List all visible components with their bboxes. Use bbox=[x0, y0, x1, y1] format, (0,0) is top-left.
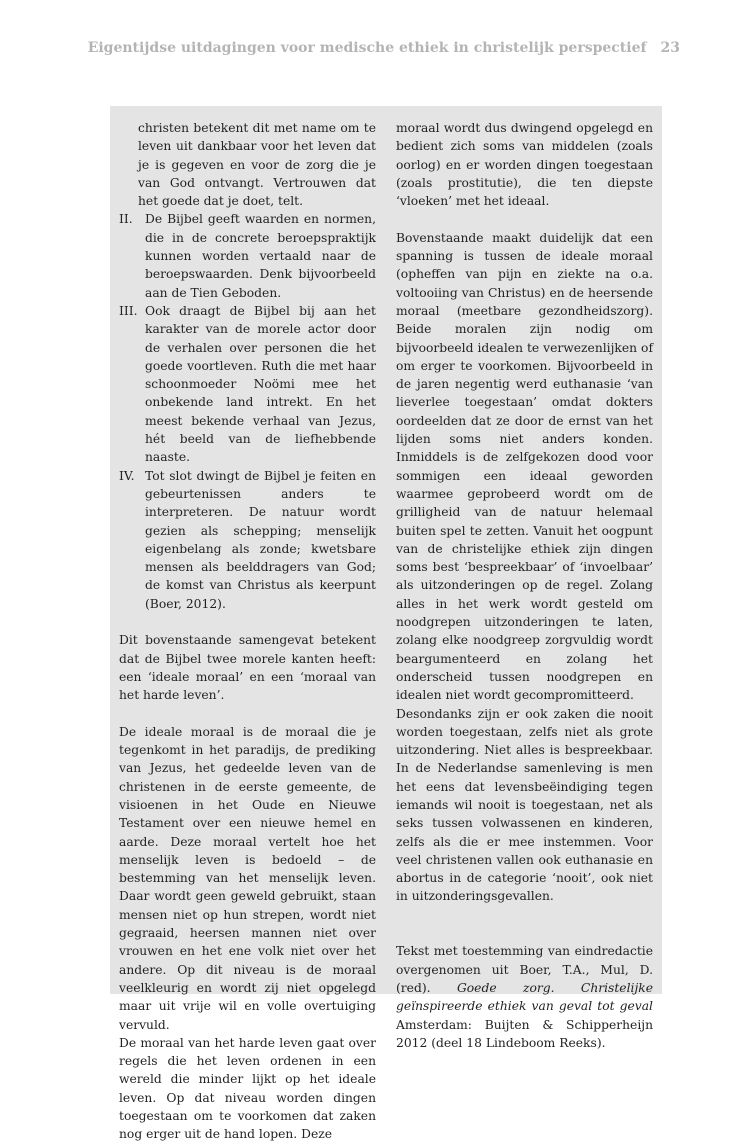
header-title: Eigentijdse uitdagingen voor medische ethiek in christelijk perspectief bbox=[87, 40, 647, 56]
list-number: III. bbox=[119, 303, 138, 318]
list-text: Tot slot dwingt de Bijbel je feiten en gebeurtenissen anders te interpreteren. De natuur wordt gezien als schepping; menselijk eigenbelang als zonde; kwetsbare mensen als beelddragers van God; de komst van Christus als keerpunt (Boer, 2012). bbox=[145, 468, 376, 611]
list-item bbox=[119, 467, 376, 613]
continuation-paragraph: moraal wordt dus dwingend opgelegd en bedient zich soms van middelen (zoals oorlog) en er worden dingen toegestaan (zoals prostitutie), die ten diepste ‘vloeken’ met het ideaal. bbox=[396, 121, 653, 209]
source-credit bbox=[396, 942, 653, 1052]
hard-life-paragraph: De moraal van het harde leven gaat over regels die het leven ordenen in een wereld die minder lijkt op het ideale leven. Op dat niveau worden dingen toegestaan om te voorkomen dat zaken nog erger uit de hand lopen. Deze bbox=[119, 1035, 376, 1142]
list-number: IV. bbox=[119, 468, 135, 483]
right-column bbox=[396, 119, 653, 1052]
list-text: Ook draagt de Bijbel bij aan het karakter van de morele actor door de verhalen over personen die het goede voortleven. Ruth die met haar schoonmoeder Noömi mee het onbekende land intrekt. En het meest bekende verhaal van Jezus, hét beeld van de liefhebbende naaste. bbox=[145, 303, 376, 465]
credit-book-title: Goede zorg. Christelijke geïnspireerde ethiek van geval tot geval bbox=[396, 980, 653, 1014]
list-item bbox=[119, 302, 376, 467]
page-number: 23 bbox=[660, 40, 680, 56]
list-text: De Bijbel geeft waarden en normen, die in de concrete beroepspraktijk kunnen worden vertaald naar de beroepswaarden. Denk bijvoorbeeld aan de Tien Geboden. bbox=[145, 212, 376, 300]
never-allowed-paragraph: Desondanks zijn er ook zaken die nooit worden toegestaan, zelfs niet als grote uitzondering. Niet alles is bespreekbaar. In de Nederlandse samenleving is men het eens dat levensbeëindiging tegen iemands wil nooit is toegestaan, net als seks tussen volwassenen en kinderen, zelfs als die er mee instemmen. Voor veel christenen vallen ook euthanasie en abortus in de categorie ‘nooit’, ook niet in uitzonderingsgevallen. bbox=[396, 706, 653, 904]
tension-paragraph: Bovenstaande maakt duidelijk dat een spanning is tussen de ideale moraal (opheffen van pijn en ziekte na o.a. voltooiing van Christus) en de heersende moraal (meetbare gezondheidszorg). Beide moralen zijn nodig om bijvoorbeeld idealen te verwezenlijken of om erger te voorkomen. Bijvoorbeeld in de jaren negentig werd euthanasie ‘van lieverlee toegestaan’ omdat dokters oordeelden dat ze door de ernst van het lijden soms niet anders konden. Inmiddels is de zelfgekozen dood voor sommigen een ideaal geworden waarmee geprobeerd wordt om de grilligheid van de natuur helemaal buiten spel te zetten. Vanuit het oogpunt van de christelijke ethiek zijn dingen soms best ‘bespreekbaar’ of ‘invoelbaar’ als uitzonderingen op de regel. Zolang alles in het werk wordt gesteld om noodgrepen uitzonderingen te laten, zolang elke noodgreep zorgvuldig wordt beargumenteerd en zolang het onderscheid tussen noodgrepen en idealen niet wordt gecompromitteerd. bbox=[396, 230, 653, 703]
ideal-morality-paragraph: De ideale moraal is de moraal die je tegenkomt in het paradijs, de prediking van Jezus, het gedeelde leven van de christenen in de eerste gemeente, de visioenen in het Oude en Nieuwe Testament over een nieuwe hemel en aarde. Deze moraal vertelt hoe het menselijk leven is bedoeld – de bestemming van het menselijk leven. Daar wordt geen geweld gebruikt, staan mensen niet op hun strepen, wordt niet gegraaid, heersen mannen niet over vrouwen en het ene volk niet over het andere. Op dit niveau is de moraal veelkleurig en wordt zij niet opgelegd maar uit vrije wil en volle overtuiging vervuld. bbox=[119, 724, 376, 1032]
list-item bbox=[119, 210, 376, 301]
credit-publisher: Amsterdam: Buijten & Schipperheijn 2012 (deel 18 Lindeboom Reeks). bbox=[396, 1017, 653, 1050]
text-box bbox=[110, 106, 662, 1142]
credit-prefix: Tekst met toestemming van eindredactie overgenomen uit Boer, T.A., Mul, D. (red). bbox=[396, 944, 653, 995]
running-header bbox=[88, 40, 680, 56]
left-column bbox=[119, 119, 376, 1144]
summary-paragraph: Dit bovenstaande samengevat betekent dat de Bijbel twee morele kanten heeft: een ‘ideale moraal’ en een ‘moraal van het harde leven’. bbox=[119, 633, 376, 703]
list-number: II. bbox=[119, 212, 133, 227]
roman-list bbox=[119, 210, 376, 613]
intro-paragraph: christen betekent dit met name om te leven uit dankbaar voor het leven dat je is gegeven en voor de zorg die je van God ontvangt. Vertrouwen dat het goede dat je doet, telt. bbox=[138, 121, 376, 209]
